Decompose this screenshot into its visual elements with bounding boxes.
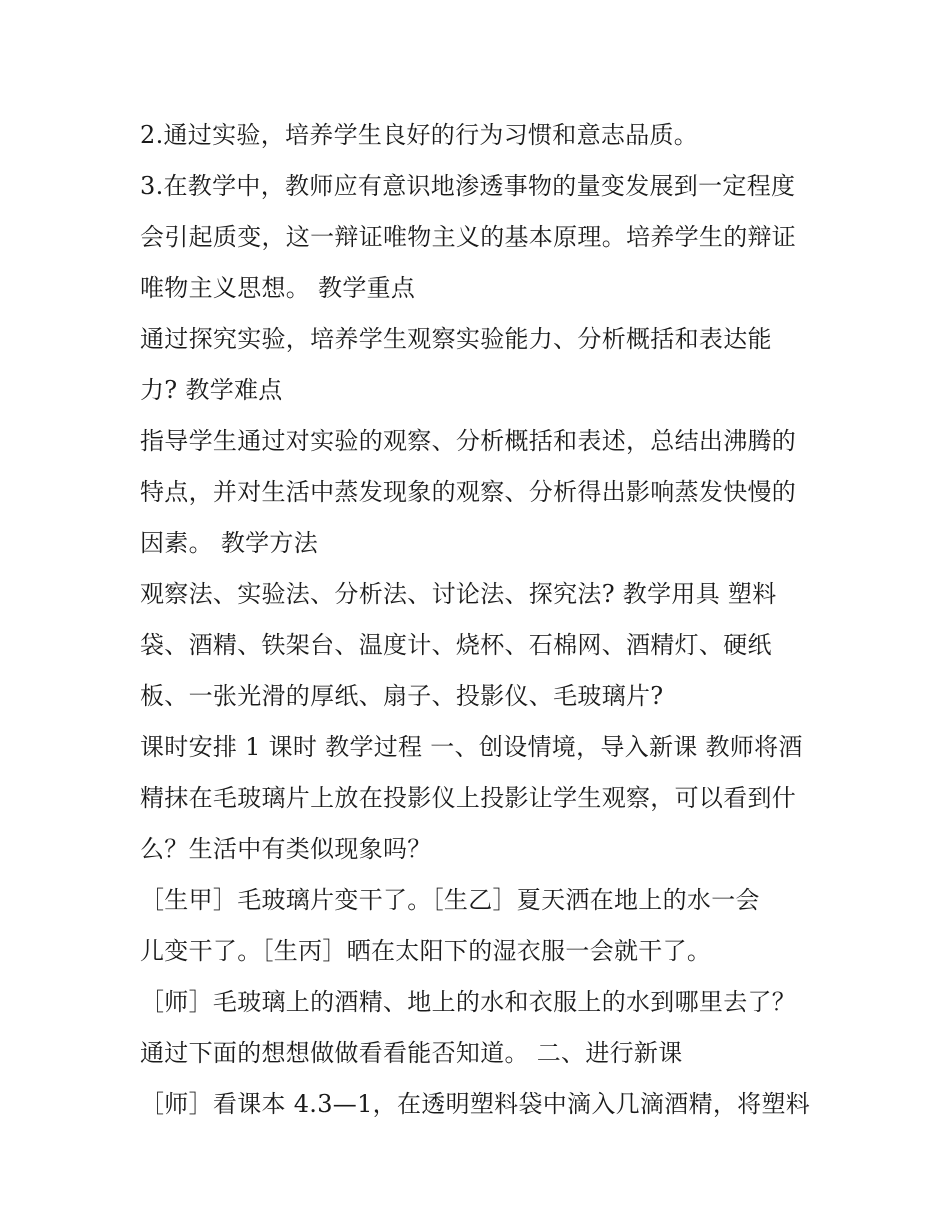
text-line: 课时安排 1 课时 教学过程 一、创设情境，导入新课 教师将酒	[140, 733, 803, 761]
document-body	[140, 110, 820, 1130]
text-line: ［师］毛玻璃上的酒精、地上的水和衣服上的水到哪里去了？	[140, 988, 797, 1016]
text-line: 板、一张光滑的厚纸、扇子、投影仪、毛玻璃片?	[140, 682, 664, 710]
text-line: ［师］看课本 4.3—1，在透明塑料袋中滴入几滴酒精，将塑料	[140, 1090, 811, 1118]
text-line: 通过下面的想想做做看看能否知道。 二、进行新课	[140, 1039, 683, 1067]
text-line: 儿变干了。［生丙］晒在太阳下的湿衣服一会就干了。	[140, 937, 712, 965]
text-line: 通过探究实验，培养学生观察实验能力、分析概括和表达能	[140, 325, 772, 353]
text-line: 观察法、实验法、分析法、讨论法、探究法? 教学用具 塑料	[140, 580, 777, 608]
text-line: 精抹在毛玻璃片上放在投影仪上投影让学生观察，可以看到什	[140, 784, 797, 812]
text-line: 力? 教学难点	[140, 376, 283, 404]
text-line: 么？生活中有类似现象吗？	[140, 835, 432, 863]
text-line: 因素。 教学方法	[140, 529, 319, 557]
text-line: 特点，并对生活中蒸发现象的观察、分析得出影响蒸发快慢的	[140, 478, 797, 506]
text-line: 指导学生通过对实验的观察、分析概括和表述，总结出沸腾的	[140, 427, 797, 455]
text-line: 袋、酒精、铁架台、温度计、烧杯、石棉网、酒精灯、硬纸	[140, 631, 772, 659]
text-line: 2.通过实验，培养学生良好的行为习惯和意志品质。	[140, 121, 699, 149]
text-line: 3.在教学中，教师应有意识地渗透事物的量变发展到一定程度	[140, 172, 796, 200]
text-line: 会引起质变，这一辩证唯物主义的基本原理。培养学生的辩证	[140, 223, 797, 251]
text-line: 唯物主义思想。 教学重点	[140, 274, 416, 302]
text-line: ［生甲］毛玻璃片变干了。［生乙］夏天洒在地上的水一会	[140, 886, 760, 914]
